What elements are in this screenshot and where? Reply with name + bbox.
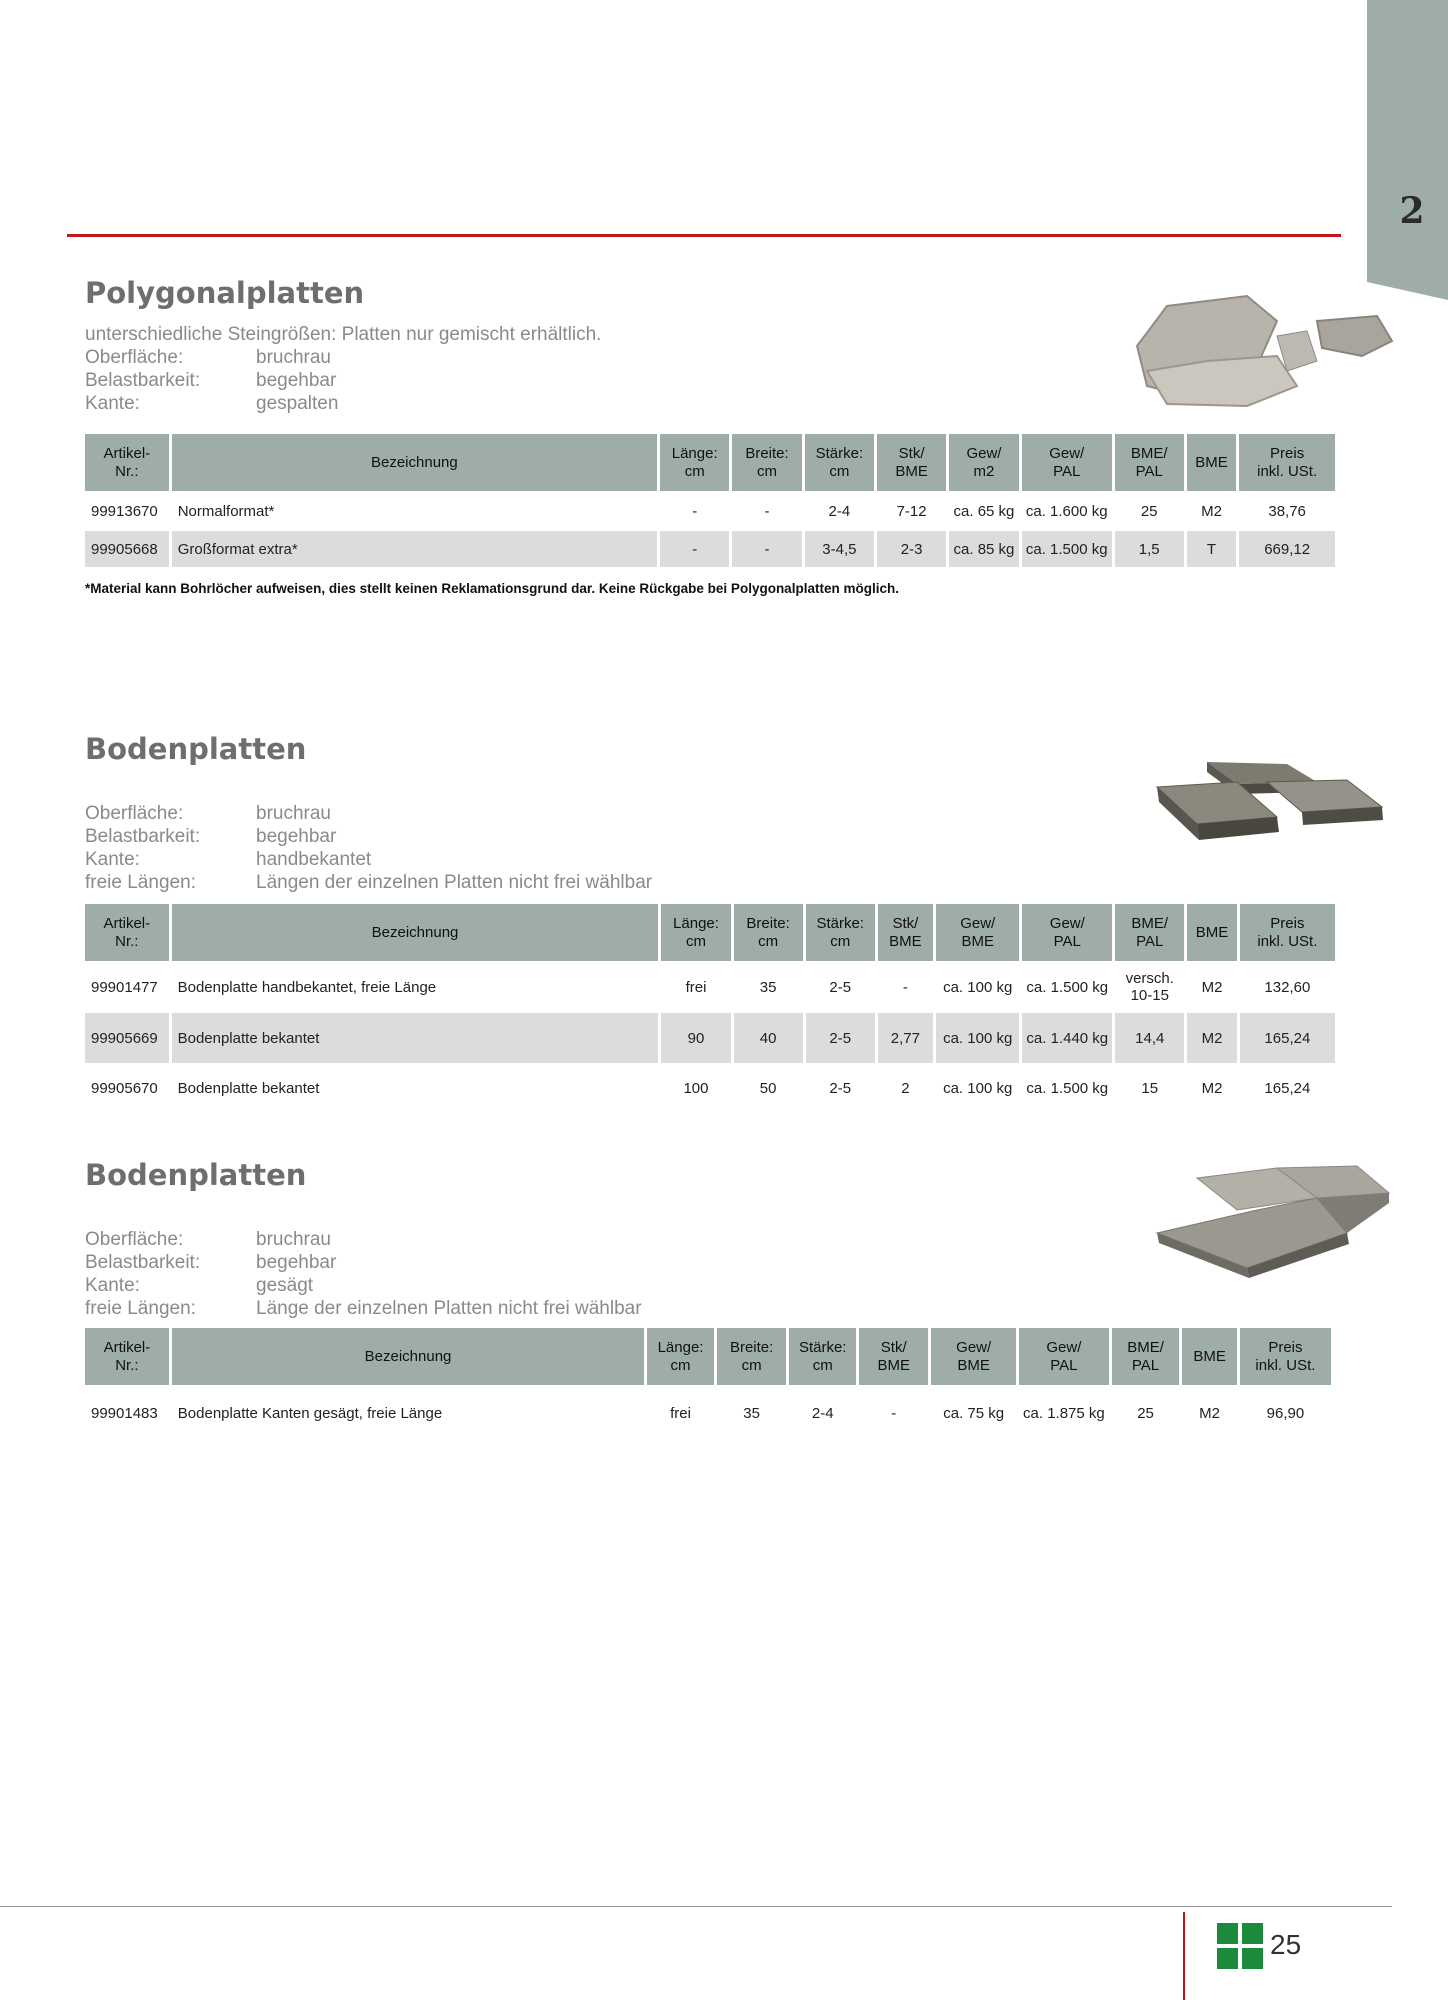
prop-row	[85, 1274, 642, 1297]
table-cell: -	[732, 531, 801, 567]
table-cell: Großformat extra*	[172, 531, 657, 567]
table-header-row	[85, 434, 1335, 491]
prop-label: freie Längen:	[85, 872, 196, 893]
spec-table	[82, 434, 1338, 567]
table-cell: 40	[734, 1013, 803, 1063]
prop-label: freie Längen:	[85, 1298, 196, 1319]
table-cell: 2-5	[829, 1079, 852, 1097]
table-cell: 7-12	[896, 502, 927, 520]
table-cell: Normalformat*	[177, 502, 275, 520]
table-cell: ca. 85 kg	[949, 531, 1019, 567]
footer-divider	[0, 1906, 1392, 1907]
col-header: Stärke: cm	[805, 434, 874, 491]
col-header: BME/ PAL	[1115, 904, 1184, 961]
section-title: Polygonalplatten	[85, 276, 365, 310]
table-cell: 99905670	[91, 1079, 158, 1097]
prop-label: Belastbarkeit:	[85, 370, 201, 391]
table-cell: 99901477	[91, 978, 158, 996]
table-cell: frei	[670, 1404, 691, 1422]
col-header: BME/ PAL	[1112, 1328, 1179, 1385]
prop-label: Oberfläche:	[85, 803, 184, 824]
prop-row	[85, 825, 652, 848]
section-title: Bodenplatten	[85, 1158, 307, 1192]
table-row	[85, 531, 1335, 567]
col-header: Gew/ BME	[931, 1328, 1016, 1385]
col-header: BME	[1182, 1328, 1237, 1385]
chapter-number: 2	[1399, 190, 1425, 232]
table-cell: 90	[661, 1013, 730, 1063]
product-properties	[85, 323, 601, 415]
table-cell: -	[660, 531, 729, 567]
table-cell: T	[1187, 531, 1237, 567]
prop-value: gesägt	[256, 1275, 314, 1296]
table-cell: 14,4	[1115, 1013, 1184, 1063]
prop-label: Kante:	[85, 1275, 140, 1296]
prop-value: handbekantet	[256, 849, 372, 870]
col-header: Breite: cm	[732, 434, 801, 491]
product-properties	[85, 802, 652, 894]
prop-label: Kante:	[85, 393, 140, 414]
table-cell: 25	[1137, 1404, 1154, 1422]
col-header: Bezeichnung	[172, 1328, 644, 1385]
prop-row	[85, 392, 601, 415]
table-cell: 96,90	[1266, 1404, 1305, 1422]
col-header: Gew/ PAL	[1022, 904, 1112, 961]
prop-value: begehbar	[256, 826, 337, 847]
table-cell: 165,24	[1240, 1013, 1335, 1063]
table-cell: 2-5	[829, 978, 852, 996]
table-cell: 35	[743, 1404, 760, 1422]
table-cell: ca. 1.500 kg	[1022, 531, 1112, 567]
table-cell: ca. 100 kg	[936, 1013, 1019, 1063]
table-cell: ca. 75 kg	[943, 1404, 1005, 1422]
table-cell: M2	[1199, 1404, 1220, 1422]
table-cell: M2	[1201, 978, 1223, 996]
table-cell: ca. 1.500 kg	[1026, 1079, 1109, 1097]
col-header: Bezeichnung	[172, 434, 657, 491]
prop-label: Oberfläche:	[85, 1229, 184, 1250]
table-cell: M2	[1201, 502, 1222, 520]
table-cell: 25	[1140, 502, 1158, 520]
col-header: Stärke: cm	[789, 1328, 856, 1385]
prop-row	[85, 346, 601, 369]
col-header: Artikel- Nr.:	[85, 434, 169, 491]
table-cell: ca. 1.500 kg	[1026, 978, 1109, 996]
product-photo-bodenplatten-gesaegt	[1127, 1158, 1407, 1298]
col-header: Artikel- Nr.:	[85, 904, 169, 961]
section-polygonalplatten	[67, 276, 1341, 616]
table-row	[85, 1013, 1335, 1063]
section-bodenplatten-2	[67, 1158, 1341, 1438]
prop-label: Belastbarkeit:	[85, 1252, 201, 1273]
table-cell: ca. 1.440 kg	[1022, 1013, 1112, 1063]
prop-value: bruchrau	[256, 803, 331, 824]
col-header: Bezeichnung	[172, 904, 659, 961]
table-cell: ca. 100 kg	[943, 1079, 1013, 1097]
product-photo-polygonal	[1127, 276, 1407, 416]
prop-row	[85, 802, 652, 825]
table-cell: -	[891, 1404, 897, 1422]
table-row	[85, 491, 1335, 531]
table-header-row	[85, 904, 1335, 961]
spec-table	[82, 904, 1338, 1113]
table-cell: Bodenplatte handbekantet, freie Länge	[177, 978, 437, 996]
table-cell: 100	[683, 1079, 709, 1097]
table-cell: 1,5	[1115, 531, 1184, 567]
table-cell: Bodenplatte bekantet	[177, 1079, 320, 1097]
table-cell: 99901483	[91, 1404, 158, 1422]
table-cell: 669,12	[1239, 531, 1335, 567]
table-row	[85, 961, 1335, 1013]
col-header: Breite: cm	[734, 904, 803, 961]
prop-value: bruchrau	[256, 347, 331, 368]
spec-table	[82, 1328, 1334, 1441]
prop-label: Belastbarkeit:	[85, 826, 201, 847]
col-header: Stk/ BME	[859, 1328, 928, 1385]
col-header: Gew/ BME	[936, 904, 1019, 961]
col-header: BME	[1187, 904, 1236, 961]
table-cell: 99905669	[85, 1013, 169, 1063]
logo-icon	[1217, 1923, 1263, 1969]
table-cell: 3-4,5	[805, 531, 874, 567]
section-bodenplatten-1	[67, 732, 1341, 1097]
product-photo-bodenplatten-handbekantet	[1127, 732, 1407, 872]
table-cell: 99905668	[85, 531, 169, 567]
footer-red-bar	[1183, 1912, 1185, 2000]
chapter-tab	[1367, 0, 1448, 300]
table-cell: 15	[1141, 1079, 1159, 1097]
table-cell: 2-5	[806, 1013, 875, 1063]
prop-row	[85, 1228, 642, 1251]
table-row	[85, 1385, 1331, 1441]
footnote: *Material kann Bohrlöcher aufweisen, dies stellt keinen Reklamationsgrund dar. Keine Rückgabe bei Polygonalplatten möglich.	[85, 581, 899, 596]
prop-value: gespalten	[256, 393, 339, 414]
table-cell: -	[764, 502, 770, 520]
col-header: Länge: cm	[647, 1328, 714, 1385]
table-cell: -	[902, 978, 908, 996]
table-cell: 2-4	[828, 502, 851, 520]
col-header: Gew/ PAL	[1022, 434, 1112, 491]
col-header: Preis inkl. USt.	[1240, 1328, 1331, 1385]
col-header: Artikel- Nr.:	[85, 1328, 169, 1385]
prop-row	[85, 1297, 642, 1320]
table-cell: 99913670	[91, 502, 158, 520]
page-number: 25	[1270, 1929, 1302, 1960]
col-header: Stk/ BME	[878, 904, 933, 961]
product-properties	[85, 1228, 642, 1320]
table-cell: 35	[759, 978, 777, 996]
prop-row	[85, 848, 652, 871]
table-cell: M2	[1187, 1013, 1236, 1063]
col-header: Gew/ PAL	[1019, 1328, 1109, 1385]
table-cell: 2,77	[878, 1013, 933, 1063]
table-cell: Bodenplatte Kanten gesägt, freie Länge	[177, 1404, 443, 1422]
prop-label: Kante:	[85, 849, 140, 870]
col-header: Preis inkl. USt.	[1239, 434, 1335, 491]
prop-value: Längen der einzelnen Platten nicht frei wählbar	[256, 872, 653, 893]
table-row	[85, 1063, 1335, 1113]
prop-value: begehbar	[256, 1252, 337, 1273]
prop-label: Oberfläche:	[85, 347, 184, 368]
col-header: Stärke: cm	[806, 904, 875, 961]
table-cell: Bodenplatte bekantet	[172, 1013, 659, 1063]
table-cell: M2	[1201, 1079, 1223, 1097]
prop-row	[85, 369, 601, 392]
table-cell: frei	[685, 978, 707, 996]
table-cell: ca. 1.600 kg	[1025, 502, 1108, 520]
table-cell: -	[692, 502, 698, 520]
table-cell: ca. 65 kg	[953, 502, 1015, 520]
table-cell: 2-4	[811, 1404, 834, 1422]
table-cell: 2	[901, 1079, 910, 1097]
section-intro: unterschiedliche Steingrößen: Platten nur gemischt erhältlich.	[85, 324, 602, 345]
prop-value: bruchrau	[256, 1229, 331, 1250]
table-cell: 38,76	[1268, 502, 1306, 520]
prop-value: begehbar	[256, 370, 337, 391]
col-header: Gew/ m2	[949, 434, 1019, 491]
table-cell: versch. 10-15	[1125, 970, 1174, 1004]
table-header-row	[85, 1328, 1331, 1385]
table-cell: ca. 100 kg	[943, 978, 1013, 996]
col-header: Breite: cm	[717, 1328, 787, 1385]
table-cell: 2-3	[877, 531, 946, 567]
table-cell: ca. 1.875 kg	[1023, 1404, 1105, 1422]
prop-value: Länge der einzelnen Platten nicht frei wählbar	[256, 1298, 642, 1319]
col-header: Länge: cm	[660, 434, 729, 491]
section-title: Bodenplatten	[85, 732, 307, 766]
col-header: BME	[1187, 434, 1237, 491]
prop-row	[85, 1251, 642, 1274]
table-cell: 132,60	[1264, 978, 1311, 996]
top-divider	[67, 234, 1341, 237]
col-header: BME/ PAL	[1115, 434, 1184, 491]
col-header: Preis inkl. USt.	[1240, 904, 1335, 961]
table-cell: 165,24	[1264, 1079, 1311, 1097]
col-header: Länge: cm	[661, 904, 730, 961]
col-header: Stk/ BME	[877, 434, 946, 491]
table-cell: 50	[759, 1079, 777, 1097]
prop-row	[85, 871, 652, 894]
